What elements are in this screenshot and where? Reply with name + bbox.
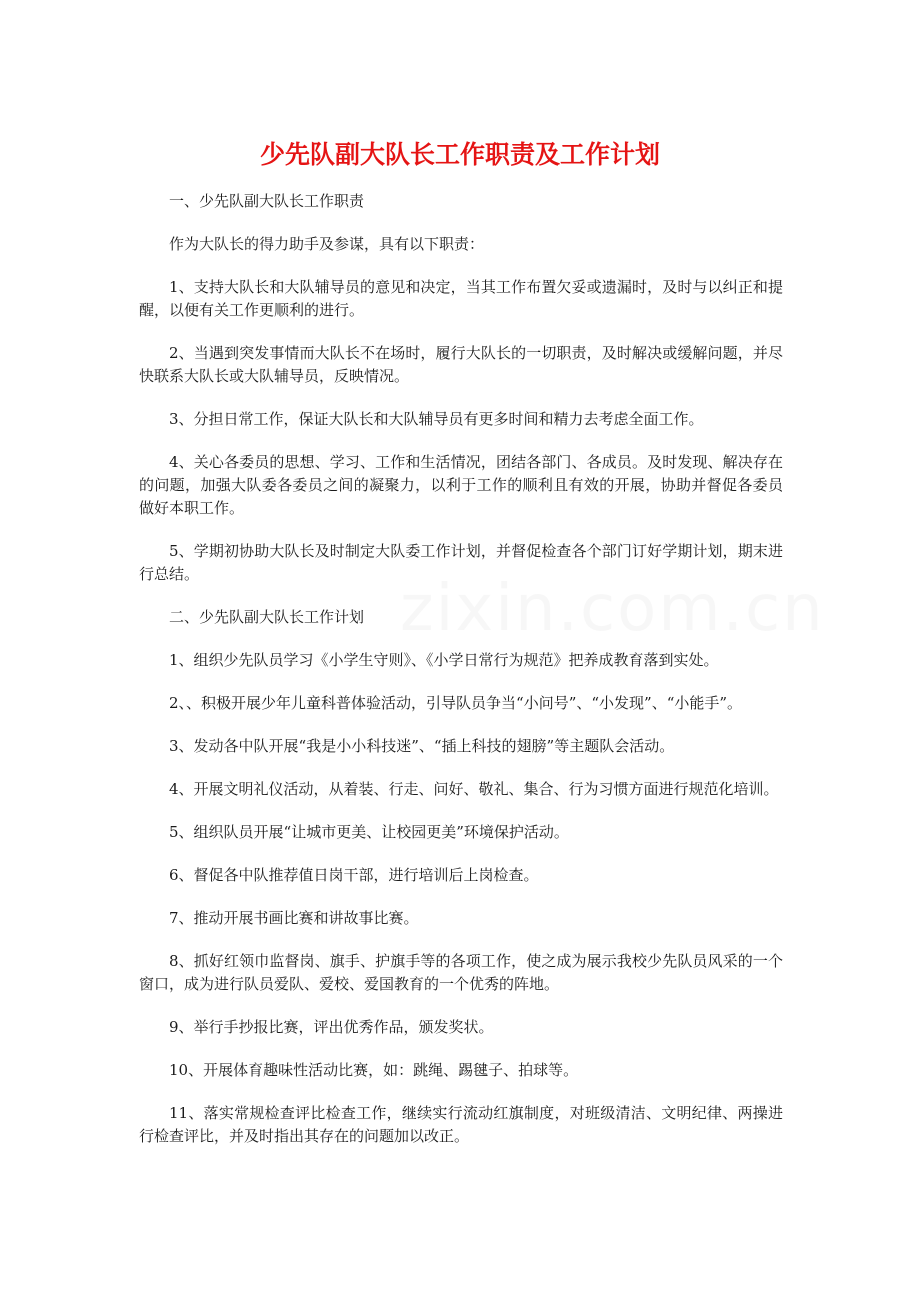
duty-item-1: 1、支持大队长和大队辅导员的意见和决定，当其工作布置欠妥或遗漏时，及时与以纠正和提醒，以便有关工作更顺利的进行。 [139,278,783,319]
plan-item-6: 6、督促各中队推荐值日岗干部，进行培训后上岗检查。 [169,866,539,884]
duty-item-3: 3、分担日常工作，保证大队长和大队辅导员有更多时间和精力去考虑全面工作。 [169,410,704,428]
plan-item-9: 9、举行手抄报比赛，评出优秀作品，颁发奖状。 [169,1018,494,1036]
watermark: zixin.com.cn [400,572,825,646]
duties-intro: 作为大队长的得力助手及参谋，具有以下职责： [169,235,485,253]
section-heading-duties: 一、少先队副大队长工作职责 [169,192,365,210]
plan-item-5: 5、组织队员开展“让城市更美、让校园更美”环境保护活动。 [169,823,569,841]
plan-item-2: 2、、积极开展少年儿童科普体验活动，引导队员争当“小问号”、“小发现”、“小能手”。 [169,694,743,712]
plan-item-1: 1、组织少先队员学习《小学生守则》、《小学日常行为规范》把养成教育落到实处。 [169,651,719,669]
document-title: 少先队副大队长工作职责及工作计划 [259,140,660,169]
plan-item-7: 7、推动开展书画比赛和讲故事比赛。 [169,909,419,927]
duty-item-5: 5、学期初协助大队长及时制定大队委工作计划，并督促检查各个部门订好学期计划，期末进行总结。 [139,542,783,583]
duty-item-4: 4、关心各委员的思想、学习、工作和生活情况，团结各部门、各成员。及时发现、解决存在的问题，加强大队委各委员之间的凝聚力，以利于工作的顺利且有效的开展，协助并督促各委员做好本职工作。 [139,453,783,517]
plan-item-3: 3、发动各中队开展“我是小小科技迷”、“插上科技的翅膀”等主题队会活动。 [169,737,675,755]
plan-item-8: 8、抓好红领巾监督岗、旗手、护旗手等的各项工作，使之成为展示我校少先队员风采的一个窗口，成为进行队员爱队、爱校、爱国教育的一个优秀的阵地。 [139,952,783,993]
document-body [139,190,783,1168]
section-heading-plan: 二、少先队副大队长工作计划 [169,608,365,626]
duty-item-2: 2、当遇到突发事情而大队长不在场时，履行大队长的一切职责，及时解决或缓解问题，并尽快联系大队长或大队辅导员，反映情况。 [139,344,783,385]
plan-item-4: 4、开展文明礼仪活动，从着装、行走、问好、敬礼、集合、行为习惯方面进行规范化培训。 [169,780,779,798]
plan-item-10: 10、开展体育趣味性活动比赛，如：跳绳、踢毽子、拍球等。 [169,1061,579,1079]
plan-item-11: 11、落实常规检查评比检查工作，继续实行流动红旗制度，对班级清洁、文明纪律、两操进行检查评比，并及时指出其存在的问题加以改正。 [139,1104,783,1145]
